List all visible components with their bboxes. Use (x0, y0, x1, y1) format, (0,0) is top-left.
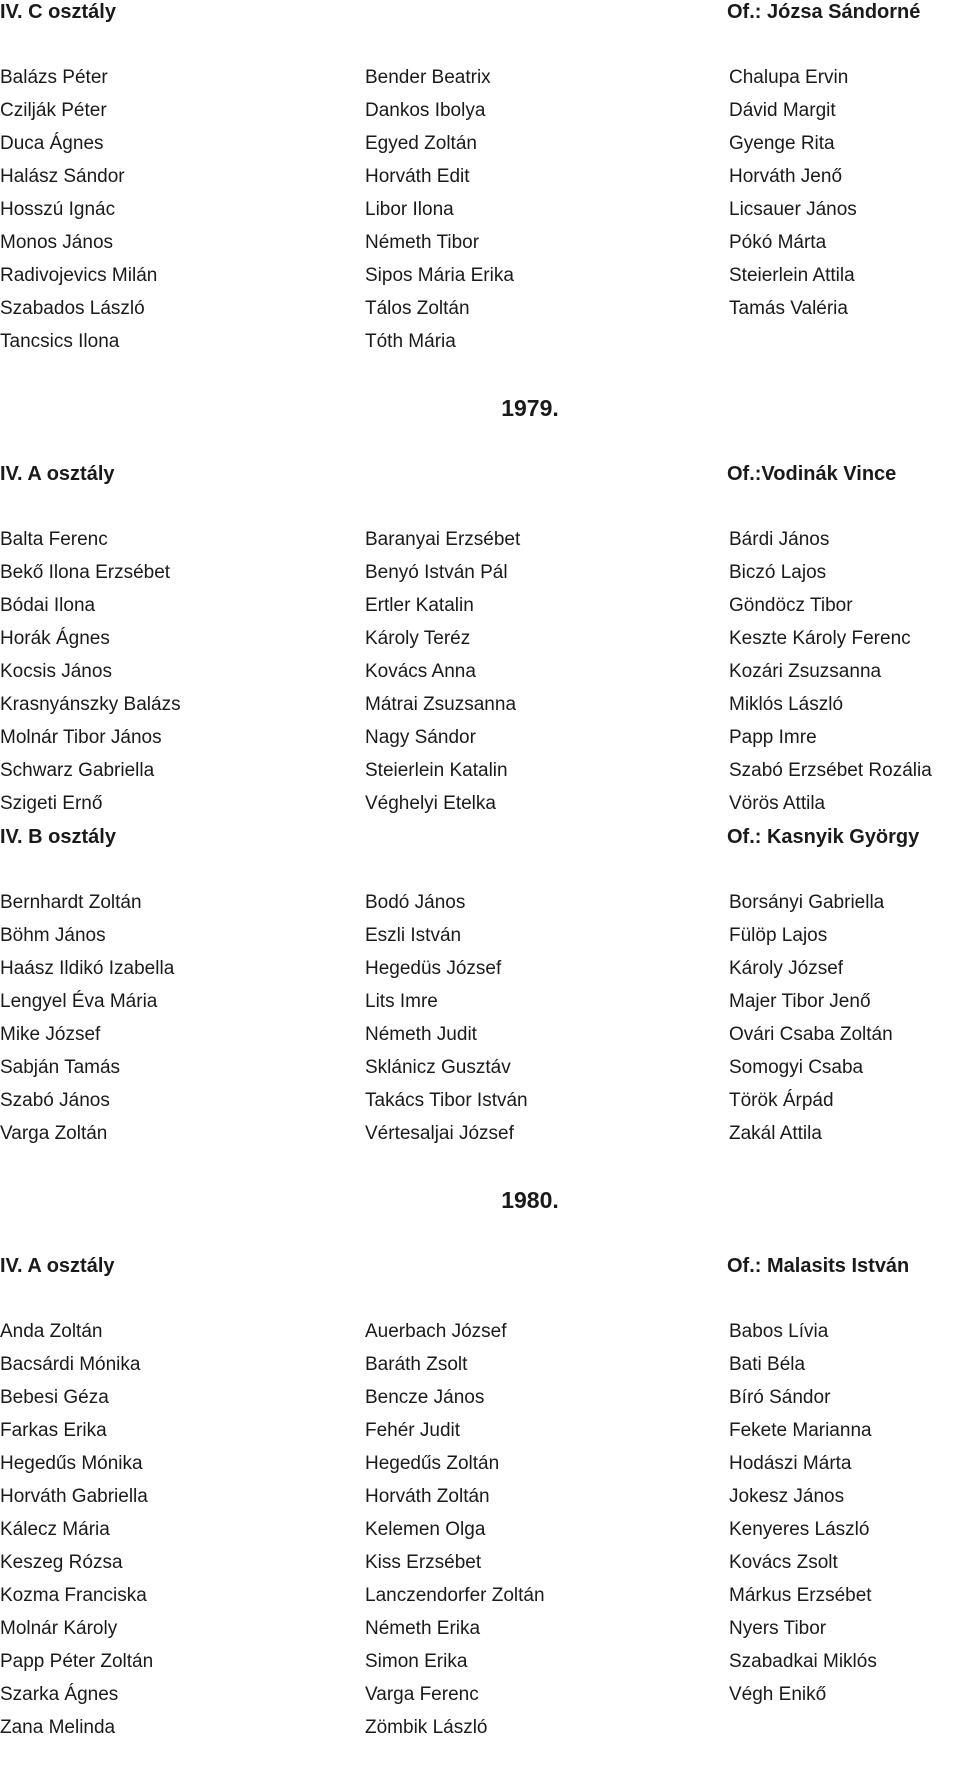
student-name: Babos Lívia (729, 1321, 829, 1342)
student-name: Sipos Mária Erika (365, 265, 514, 286)
student-name: Tóth Mária (365, 331, 456, 352)
roster-row (0, 1386, 960, 1419)
student-name: Papp Imre (729, 727, 817, 748)
student-name: Krasnyánszky Balázs (0, 694, 181, 715)
student-name: Duca Ágnes (0, 133, 104, 154)
student-name: Németh Judit (365, 1024, 477, 1045)
student-name: Fülöp Lajos (729, 925, 828, 946)
student-name: Tamás Valéria (729, 298, 848, 319)
student-name: Németh Erika (365, 1618, 481, 1639)
student-name: Bodó János (365, 892, 466, 913)
student-name: Vörös Attila (729, 793, 826, 814)
student-name: Bárdi János (729, 529, 830, 550)
student-name: Hodászi Márta (729, 1453, 852, 1474)
student-name: Károly József (729, 958, 844, 979)
student-name: Vértesaljai József (365, 1123, 514, 1144)
student-name: Haász Ildikó Izabella (0, 958, 175, 979)
student-name: Tancsics Ilona (0, 331, 120, 352)
student-name: Varga Ferenc (365, 1684, 479, 1705)
roster-row (0, 264, 960, 297)
roster-row (0, 759, 960, 792)
roster-row (0, 660, 960, 693)
student-name: Baráth Zsolt (365, 1354, 468, 1375)
student-name: Papp Péter Zoltán (0, 1651, 154, 1672)
student-name: Szarka Ágnes (0, 1684, 119, 1705)
student-name: Zömbik László (365, 1717, 488, 1738)
roster-row (0, 693, 960, 726)
class-header (0, 0, 960, 33)
roster-row (0, 1089, 960, 1122)
student-name: Göndöcz Tibor (729, 595, 853, 616)
student-name: Kozma Franciska (0, 1585, 147, 1606)
section-gap (0, 363, 960, 396)
student-name: Monos János (0, 232, 114, 253)
student-name: Lengyel Éva Mária (0, 991, 158, 1012)
student-name: Kálecz Mária (0, 1519, 110, 1540)
student-name: Kelemen Olga (365, 1519, 486, 1540)
roster-row (0, 1683, 960, 1716)
student-name: Lanczendorfer Zoltán (365, 1585, 545, 1606)
student-name: Kocsis János (0, 661, 112, 682)
student-name: Horváth Gabriella (0, 1486, 148, 1507)
roster-row (0, 1056, 960, 1089)
student-name: Horák Ágnes (0, 628, 110, 649)
student-name: Bender Beatrix (365, 67, 491, 88)
header-gap (0, 495, 960, 528)
roster-row (0, 1320, 960, 1353)
class-header (0, 1254, 960, 1287)
roster-row (0, 198, 960, 231)
student-name: Hegedüs József (365, 958, 502, 979)
student-name: Kenyeres László (729, 1519, 870, 1540)
student-name: Szabó János (0, 1090, 110, 1111)
student-name: Lits Imre (365, 991, 438, 1012)
student-name: Jokesz János (729, 1486, 845, 1507)
class-header (0, 462, 960, 495)
student-name: Bódai Ilona (0, 595, 96, 616)
roster-row (0, 165, 960, 198)
section-gap (0, 1221, 960, 1254)
student-name: Bekő Ilona Erzsébet (0, 562, 171, 583)
student-name: Zakál Attila (729, 1123, 822, 1144)
student-name: Horváth Zoltán (365, 1486, 490, 1507)
header-gap (0, 1287, 960, 1320)
student-name: Mátrai Zsuzsanna (365, 694, 517, 715)
roster-row (0, 1023, 960, 1056)
student-name: Molnár Tibor János (0, 727, 162, 748)
student-name: Gyenge Rita (729, 133, 835, 154)
section-gap (0, 1155, 960, 1188)
student-name: Farkas Erika (0, 1420, 107, 1441)
section-gap (0, 429, 960, 462)
roster-row (0, 99, 960, 132)
student-name: Végh Enikő (729, 1684, 827, 1705)
student-name: Hegedűs Zoltán (365, 1453, 500, 1474)
student-name: Biczó Lajos (729, 562, 827, 583)
roster-row (0, 891, 960, 924)
student-name: Czilják Péter (0, 100, 107, 121)
student-name: Somogyi Csaba (729, 1057, 864, 1078)
student-name: Chalupa Ervin (729, 67, 849, 88)
student-name: Dávid Margit (729, 100, 836, 121)
student-name: Takács Tibor István (365, 1090, 528, 1111)
student-name: Böhm János (0, 925, 106, 946)
student-name: Márkus Erzsébet (729, 1585, 872, 1606)
roster-row (0, 1353, 960, 1386)
class-name: IV. B osztály (0, 826, 116, 848)
student-name: Bati Béla (729, 1354, 806, 1375)
student-name: Eszli István (365, 925, 462, 946)
student-name: Ertler Katalin (365, 595, 474, 616)
roster-row (0, 1485, 960, 1518)
student-name: Varga Zoltán (0, 1123, 108, 1144)
roster-row (0, 1617, 960, 1650)
roster-row (0, 1518, 960, 1551)
student-name: Véghelyi Etelka (365, 793, 496, 814)
student-name: Pókó Márta (729, 232, 827, 253)
student-roster (0, 528, 960, 825)
class-name: IV. A osztály (0, 463, 115, 485)
student-name: Szabadkai Miklós (729, 1651, 877, 1672)
student-name: Bíró Sándor (729, 1387, 831, 1408)
roster-row (0, 1650, 960, 1683)
student-name: Hegedűs Mónika (0, 1453, 143, 1474)
student-name: Baranyai Erzsébet (365, 529, 521, 550)
year-heading: 1979. (501, 395, 559, 421)
student-name: Licsauer János (729, 199, 857, 220)
roster-row (0, 990, 960, 1023)
student-name: Fekete Marianna (729, 1420, 872, 1441)
class-name: IV. A osztály (0, 1255, 115, 1277)
roster-row (0, 1551, 960, 1584)
student-name: Borsányi Gabriella (729, 892, 885, 913)
student-name: Auerbach József (365, 1321, 507, 1342)
student-name: Keszeg Rózsa (0, 1552, 123, 1573)
roster-row (0, 1419, 960, 1452)
student-name: Kovács Anna (365, 661, 476, 682)
roster-row (0, 627, 960, 660)
student-name: Mike József (0, 1024, 101, 1045)
student-name: Hosszú Ignác (0, 199, 116, 220)
student-name: Török Árpád (729, 1090, 834, 1111)
student-name: Schwarz Gabriella (0, 760, 155, 781)
student-name: Nagy Sándor (365, 727, 476, 748)
student-name: Károly Teréz (365, 628, 471, 649)
student-roster (0, 891, 960, 1155)
student-name: Zana Melinda (0, 1717, 116, 1738)
student-name: Sklánicz Gusztáv (365, 1057, 511, 1078)
roster-row (0, 957, 960, 990)
student-name: Szigeti Ernő (0, 793, 103, 814)
student-name: Szabó Erzsébet Rozália (729, 760, 932, 781)
student-name: Horváth Edit (365, 166, 470, 187)
roster-row (0, 561, 960, 594)
student-name: Fehér Judit (365, 1420, 461, 1441)
student-name: Molnár Károly (0, 1618, 118, 1639)
roster-row (0, 1122, 960, 1155)
student-name: Benyó István Pál (365, 562, 508, 583)
roster-row (0, 1716, 960, 1749)
student-name: Balta Ferenc (0, 529, 108, 550)
student-roster (0, 1320, 960, 1749)
roster-row (0, 792, 960, 825)
student-name: Libor Ilona (365, 199, 454, 220)
student-name: Halász Sándor (0, 166, 125, 187)
student-name: Simon Erika (365, 1651, 468, 1672)
class-teacher: Of.: Kasnyik György (727, 826, 920, 848)
roster-row (0, 132, 960, 165)
student-name: Kovács Zsolt (729, 1552, 838, 1573)
student-name: Egyed Zoltán (365, 133, 477, 154)
class-header (0, 825, 960, 858)
header-gap (0, 33, 960, 66)
student-roster (0, 66, 960, 363)
student-name: Kozári Zsuzsanna (729, 661, 882, 682)
student-name: Nyers Tibor (729, 1618, 827, 1639)
year-heading: 1980. (501, 1187, 559, 1213)
roster-row (0, 297, 960, 330)
student-name: Bacsárdi Mónika (0, 1354, 141, 1375)
class-teacher: Of.: Józsa Sándorné (727, 1, 921, 23)
student-name: Anda Zoltán (0, 1321, 103, 1342)
roster-row (0, 528, 960, 561)
student-name: Balázs Péter (0, 67, 108, 88)
roster-row (0, 1452, 960, 1485)
class-name: IV. C osztály (0, 1, 116, 23)
class-teacher: Of.:Vodinák Vince (727, 463, 897, 485)
student-name: Majer Tibor Jenő (729, 991, 871, 1012)
header-gap (0, 858, 960, 891)
roster-row (0, 924, 960, 957)
student-name: Horváth Jenő (729, 166, 843, 187)
roster-row (0, 231, 960, 264)
roster-row (0, 66, 960, 99)
student-name: Dankos Ibolya (365, 100, 486, 121)
student-name: Németh Tibor (365, 232, 480, 253)
roster-row (0, 726, 960, 759)
roster-row (0, 594, 960, 627)
student-name: Szabados László (0, 298, 145, 319)
class-teacher: Of.: Malasits István (727, 1255, 910, 1277)
student-name: Steierlein Attila (729, 265, 855, 286)
student-name: Kiss Erzsébet (365, 1552, 482, 1573)
student-name: Radivojevics Milán (0, 265, 158, 286)
student-name: Bencze János (365, 1387, 485, 1408)
student-name: Bernhardt Zoltán (0, 892, 142, 913)
student-name: Keszte Károly Ferenc (729, 628, 911, 649)
roster-row (0, 1584, 960, 1617)
student-name: Tálos Zoltán (365, 298, 470, 319)
student-name: Miklós László (729, 694, 844, 715)
student-name: Sabján Tamás (0, 1057, 121, 1078)
student-name: Steierlein Katalin (365, 760, 508, 781)
student-name: Bebesi Géza (0, 1387, 109, 1408)
student-name: Ovári Csaba Zoltán (729, 1024, 893, 1045)
roster-row (0, 330, 960, 363)
